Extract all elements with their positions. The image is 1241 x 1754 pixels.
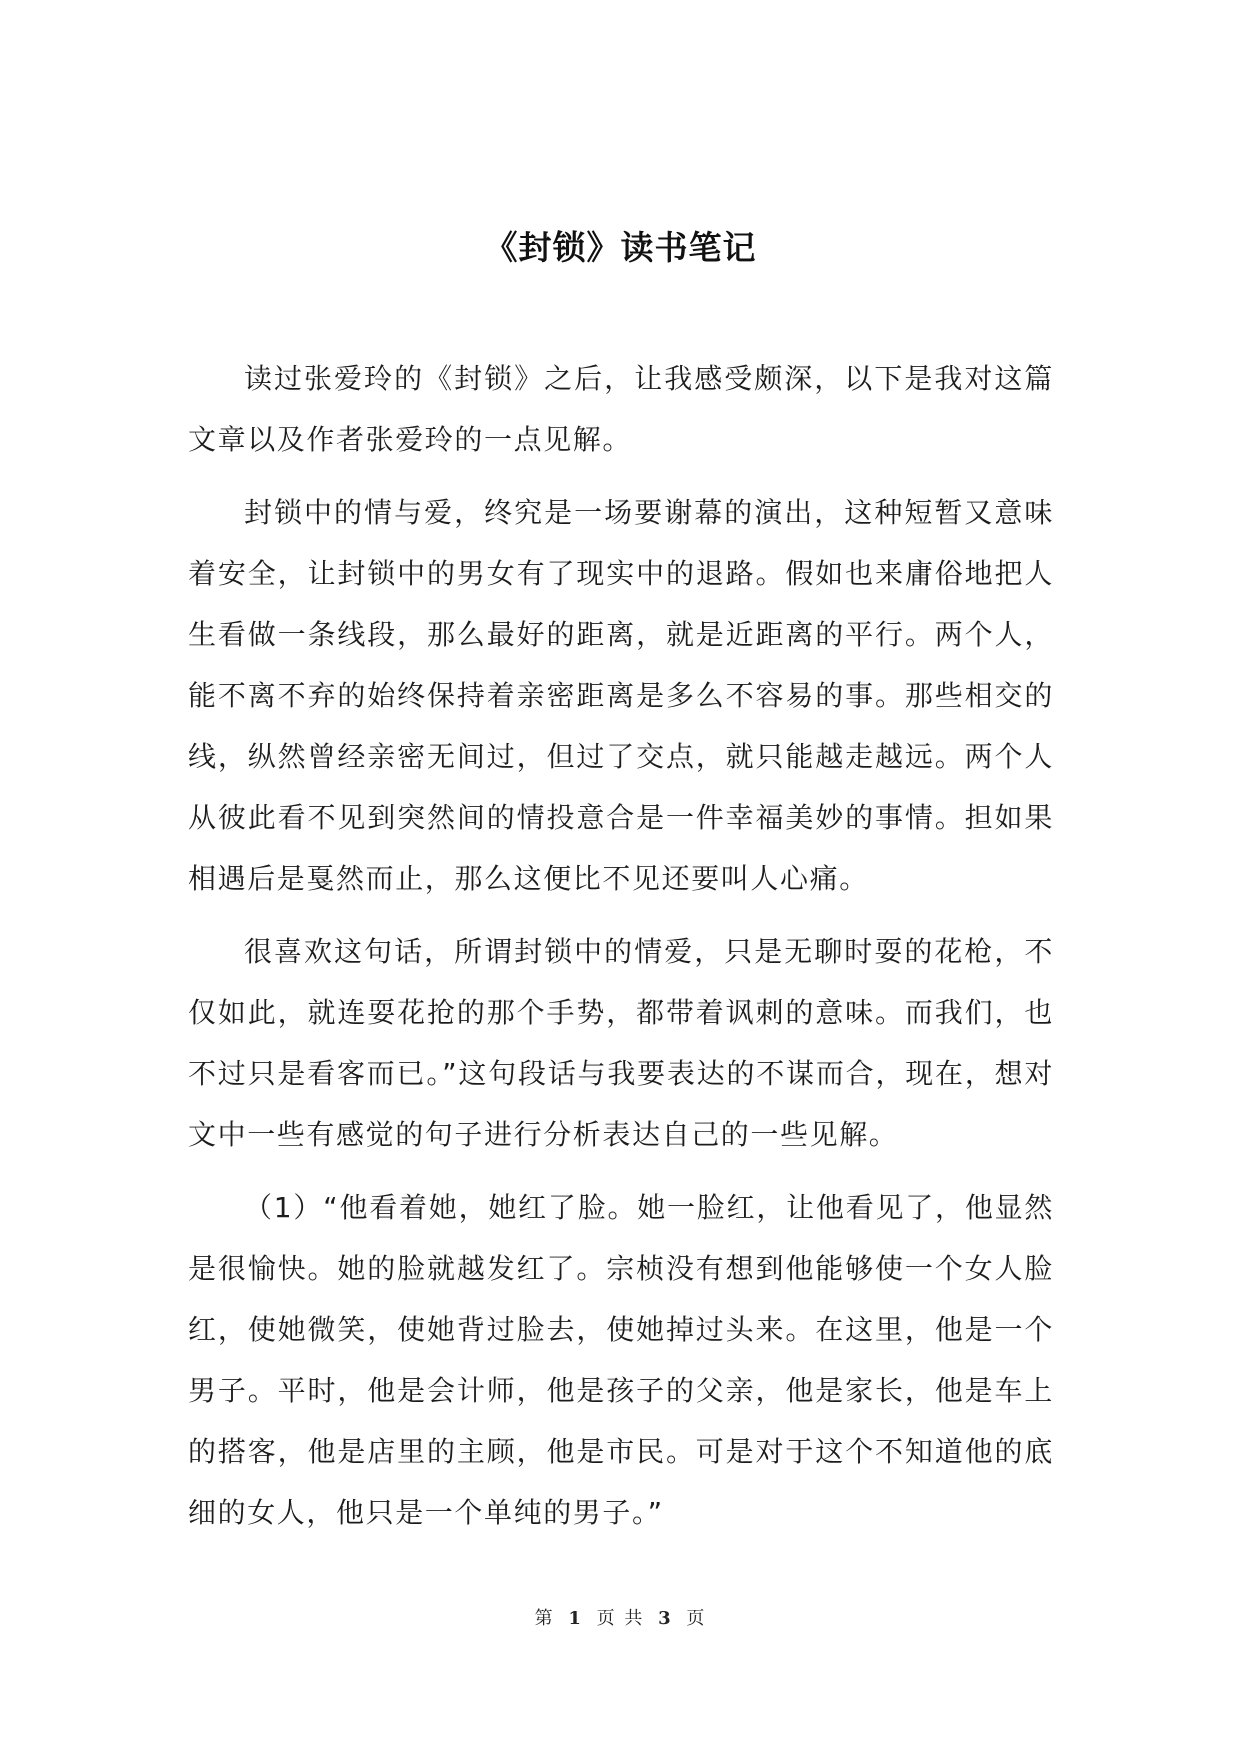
paragraph: （1）“他看着她，她红了脸。她一脸红，让他看见了，他显然是很愉快。她的脸就越发红了。宗桢没有想到他能够使一个女人脸红，使她微笑，使她背过脸去，使她掉过头来。在这里，他是一个男子。平时，他是会计师，他是孩子的父亲，他是家长，他是车上的搭客，他是店里的主顾，他是市民。可是对于这个不知道他的底细的女人，他只是一个单纯的男子。” [188, 1191, 1054, 1529]
paragraph: 封锁中的情与爱，终究是一场要谢幕的演出，这种短暂又意味着安全，让封锁中的男女有了现实中的退路。假如也来庸俗地把人生看做一条线段，那么最好的距离，就是近距离的平行。两个人，能不离不弃的始终保持着亲密距离是多么不容易的事。那些相交的线，纵然曾经亲密无间过，但过了交点，就只能越走越远。两个人从彼此看不见到突然间的情投意合是一件幸福美妙的事情。担如果相遇后是戛然而止，那么这便比不见还要叫人心痛。 [188, 496, 1054, 895]
page-prefix: 第 [534, 1608, 555, 1629]
paragraph: 读过张爱玲的《封锁》之后，让我感受颇深，以下是我对这篇文章以及作者张爱玲的一点见解。 [188, 362, 1054, 456]
page-middle-text: 页 共 [596, 1608, 645, 1629]
current-page-number: 1 [568, 1608, 583, 1629]
document-title: 《封锁》读书笔记 [484, 228, 757, 267]
paragraph: 很喜欢这句话，所谓封锁中的情爱，只是无聊时耍的花枪，不仅如此，就连耍花抢的那个手势，都带着讽刺的意味。而我们，也不过只是看客而已。”这句段话与我要表达的不谋而合，现在，想对文中一些有感觉的句子进行分析表达自己的一些见解。 [188, 935, 1054, 1151]
page-number-footer [0, 1604, 1241, 1630]
document-body [188, 348, 1054, 1555]
page-suffix: 页 [686, 1608, 707, 1629]
total-pages-number: 3 [658, 1608, 673, 1629]
